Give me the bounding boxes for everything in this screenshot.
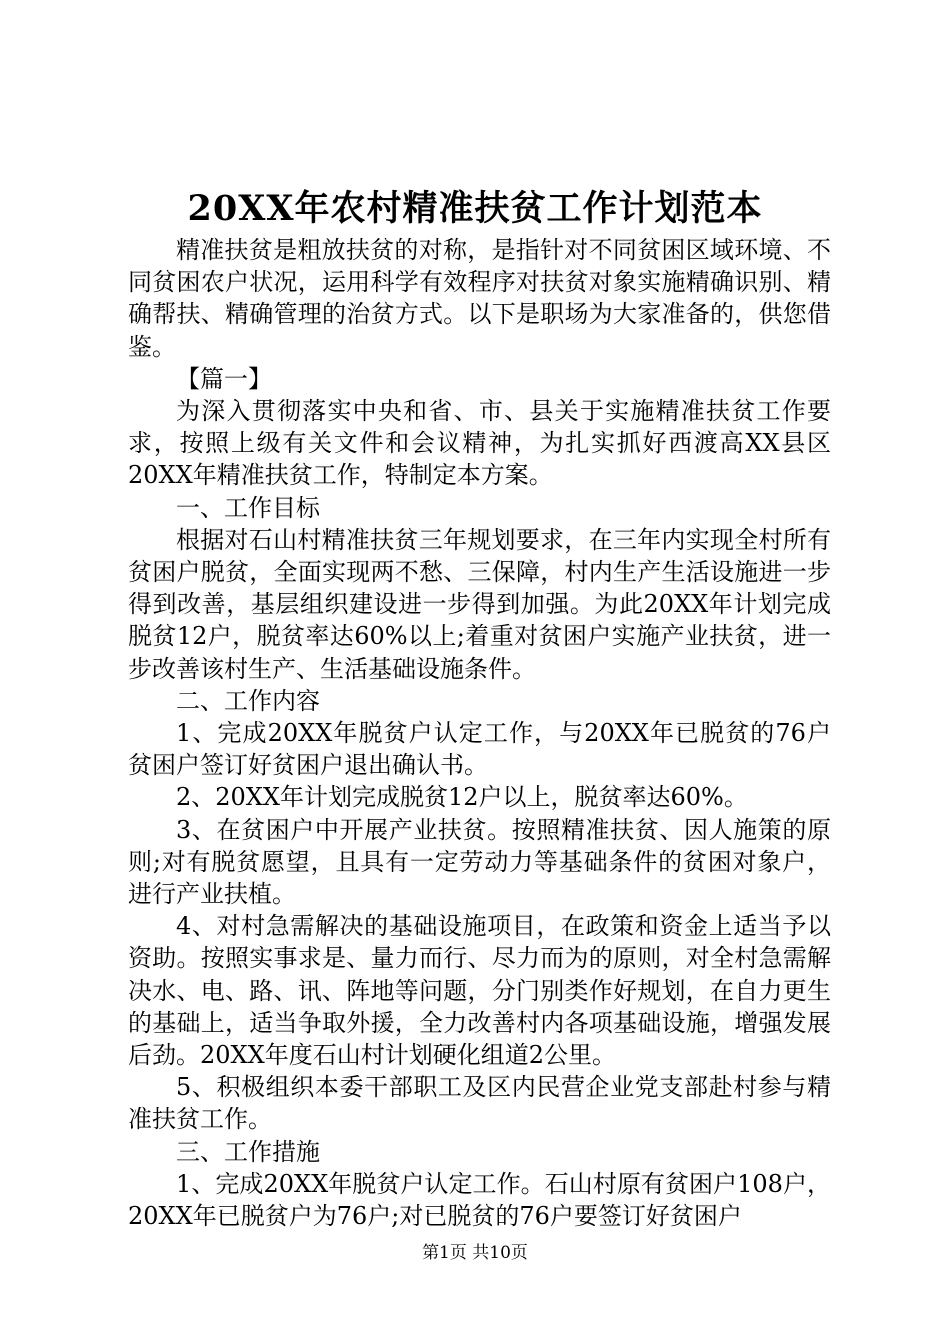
list-item: 4、对村急需解决的基础设施项目，在政策和资金上适当予以资助。按照实事求是、量力而行、尽力而为的原则，对全村急需解决水、电、路、讯、阵地等问题，分门别类作好规划，在自力更生的基础上，适当争取外援，全力改善村内各项基础设施，增强发展后劲。20XX年度石山村计划硬化组道2公里。 (128, 912, 831, 1070)
list-item: 5、积极组织本委干部职工及区内民营企业党支部赴村参与精准扶贫工作。 (128, 1073, 831, 1134)
page-footer: 第1页 共10页 (422, 1243, 528, 1263)
body-paragraph: 根据对石山村精准扶贫三年规划要求，在三年内实现全村所有贫困户脱贫，全面实现两不愁、三保障，村内生产生活设施进一步得到改善，基层组织建设进一步得到加强。为此20XX年计划完成脱贫12户，脱贫率达60%以上;着重对贫困户实施产业扶贫，进一步改善该村生产、生活基础设施条件。 (128, 525, 831, 683)
document-body (128, 234, 831, 1232)
list-item: 1、完成20XX年脱贫户认定工作，与20XX年已脱贫的76户贫困户签订好贫困户退出确认书。 (128, 719, 831, 780)
intro-paragraph: 精准扶贫是粗放扶贫的对称，是指针对不同贫困区域环境、不同贫困农户状况，运用科学有效程序对扶贫对象实施精确识别、精确帮扶、精确管理的治贫方式。以下是职场为大家准备的，供您借鉴。 (128, 236, 831, 361)
document-title: 20XX年农村精准扶贫工作计划范本 (187, 188, 763, 229)
list-item: 2、20XX年计划完成脱贫12户以上，脱贫率达60%。 (176, 783, 748, 812)
list-item: 1、完成20XX年脱贫户认定工作。石山村原有贫困户108户，20XX年已脱贫户为76户;对已脱贫的76户要签订好贫困户 (128, 1169, 831, 1231)
section-heading: 一、工作目标 (176, 493, 320, 522)
section-marker: 【篇一】 (176, 364, 272, 393)
section-heading: 二、工作内容 (176, 686, 320, 715)
list-item: 3、在贫困户中开展产业扶贫。按照精准扶贫、因人施策的原则;对有脱贫愿望，且具有一定劳动力等基础条件的贫困对象户，进行产业扶植。 (128, 815, 831, 909)
body-paragraph: 为深入贯彻落实中央和省、市、县关于实施精准扶贫工作要求，按照上级有关文件和会议精神，为扎实抓好西渡高XX县区20XX年精准扶贫工作，特制定本方案。 (128, 397, 831, 490)
section-heading: 三、工作措施 (176, 1137, 320, 1166)
